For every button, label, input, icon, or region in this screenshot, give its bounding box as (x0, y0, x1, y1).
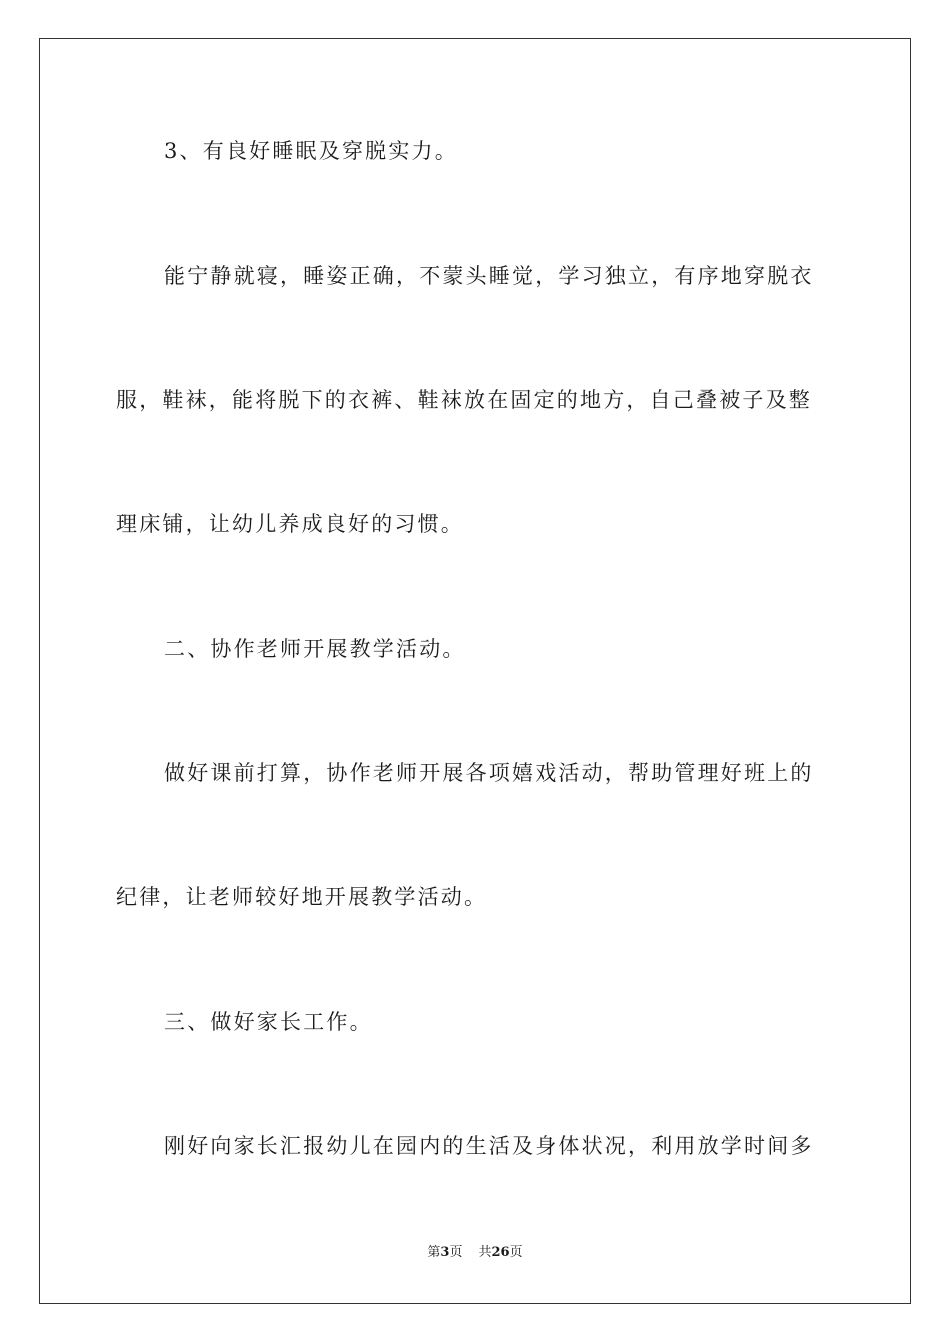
section-heading-teaching: 二、协作老师开展教学活动。 (164, 637, 466, 661)
section-item-sleep: 3、有良好睡眠及穿脱实力。 (164, 139, 458, 163)
page-footer (0, 1244, 950, 1262)
total-suffix: 页 (509, 1245, 523, 1260)
page-suffix: 页 (449, 1245, 463, 1260)
paragraph-line: 理床铺，让幼儿养成良好的习惯。 (116, 512, 464, 536)
paragraph-line: 服，鞋袜，能将脱下的衣裤、鞋袜放在固定的地方，自己叠被子及整 (116, 388, 812, 412)
page-prefix: 第 (427, 1245, 441, 1260)
page-number: 3 (440, 1245, 450, 1260)
total-pages: 26 (491, 1245, 510, 1260)
section-heading-parents: 三、做好家长工作。 (164, 1010, 373, 1034)
paragraph-line: 做好课前打算，协作老师开展各项嬉戏活动，帮助管理好班上的 (164, 761, 814, 785)
paragraph-line: 纪律，让老师较好地开展教学活动。 (116, 885, 488, 909)
page-border (39, 38, 911, 1304)
paragraph-line: 刚好向家长汇报幼儿在园内的生活及身体状况，利用放学时间多 (164, 1134, 814, 1158)
total-prefix: 共 (478, 1245, 492, 1260)
paragraph-line: 能宁静就寝，睡姿正确，不蒙头睡觉，学习独立，有序地穿脱衣 (164, 264, 814, 288)
